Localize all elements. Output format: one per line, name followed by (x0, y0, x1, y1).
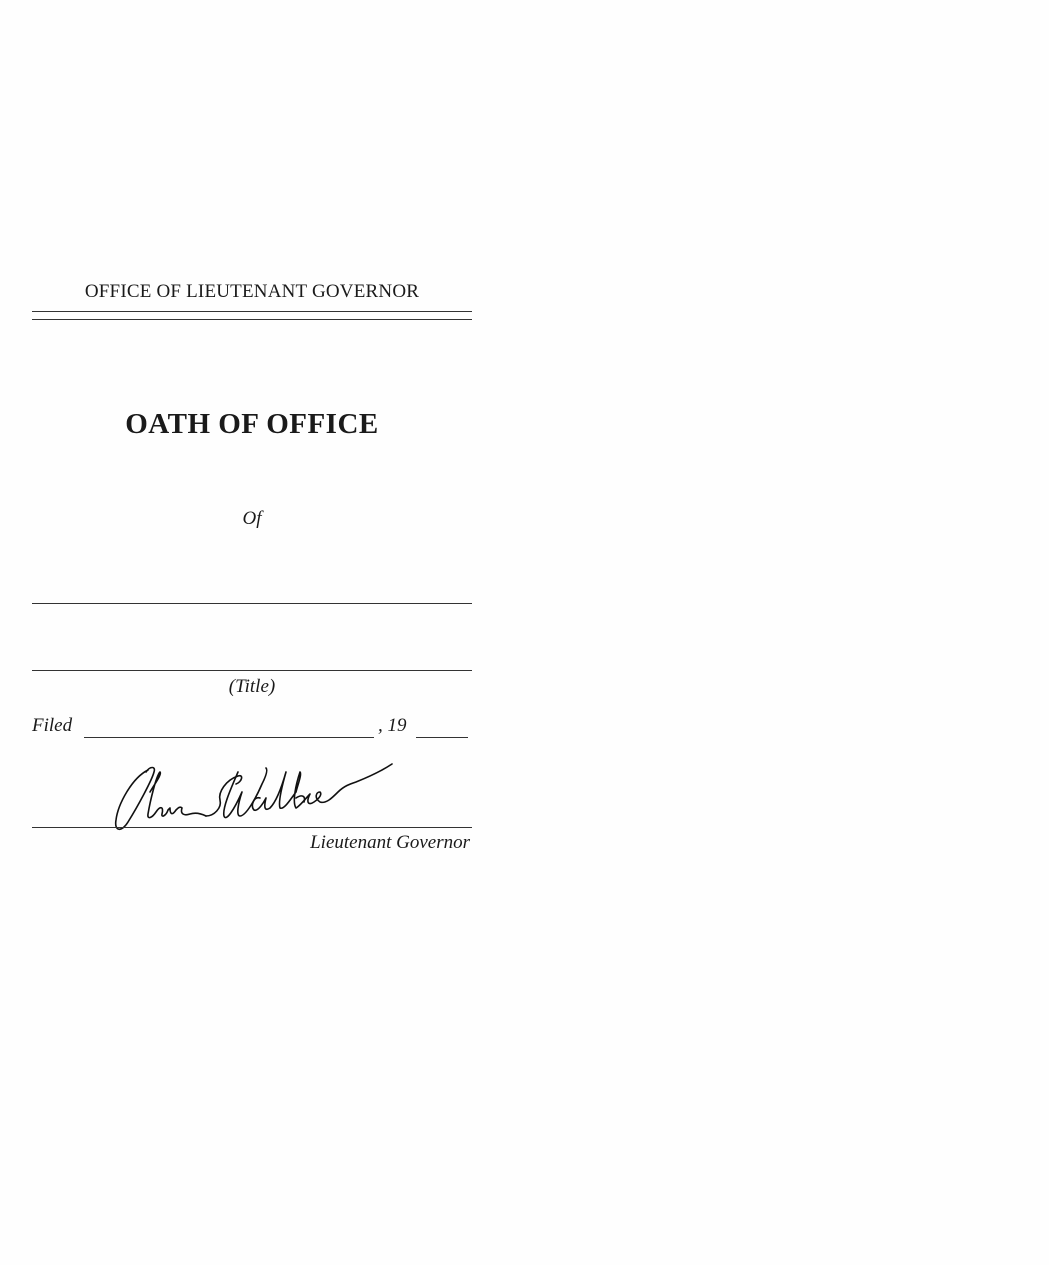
signer-caption: Lieutenant Governor (310, 832, 470, 853)
document-title: OATH OF OFFICE (125, 408, 379, 440)
title-caption: (Title) (228, 676, 276, 697)
header-rule-top (32, 311, 472, 312)
of-text: Of (242, 508, 262, 529)
year-blank (416, 737, 468, 738)
office-header: OFFICE OF LIEUTENANT GOVERNOR (84, 281, 420, 302)
header-rule-bottom (32, 319, 472, 320)
signature-line (32, 827, 472, 828)
handwritten-signature (110, 762, 410, 836)
title-blank-line (32, 670, 472, 671)
filed-date-blank (84, 737, 374, 738)
filed-row (32, 715, 472, 741)
name-blank-line (32, 603, 472, 604)
filed-label: Filed (32, 715, 73, 736)
year-prefix: , 19 (378, 715, 407, 736)
